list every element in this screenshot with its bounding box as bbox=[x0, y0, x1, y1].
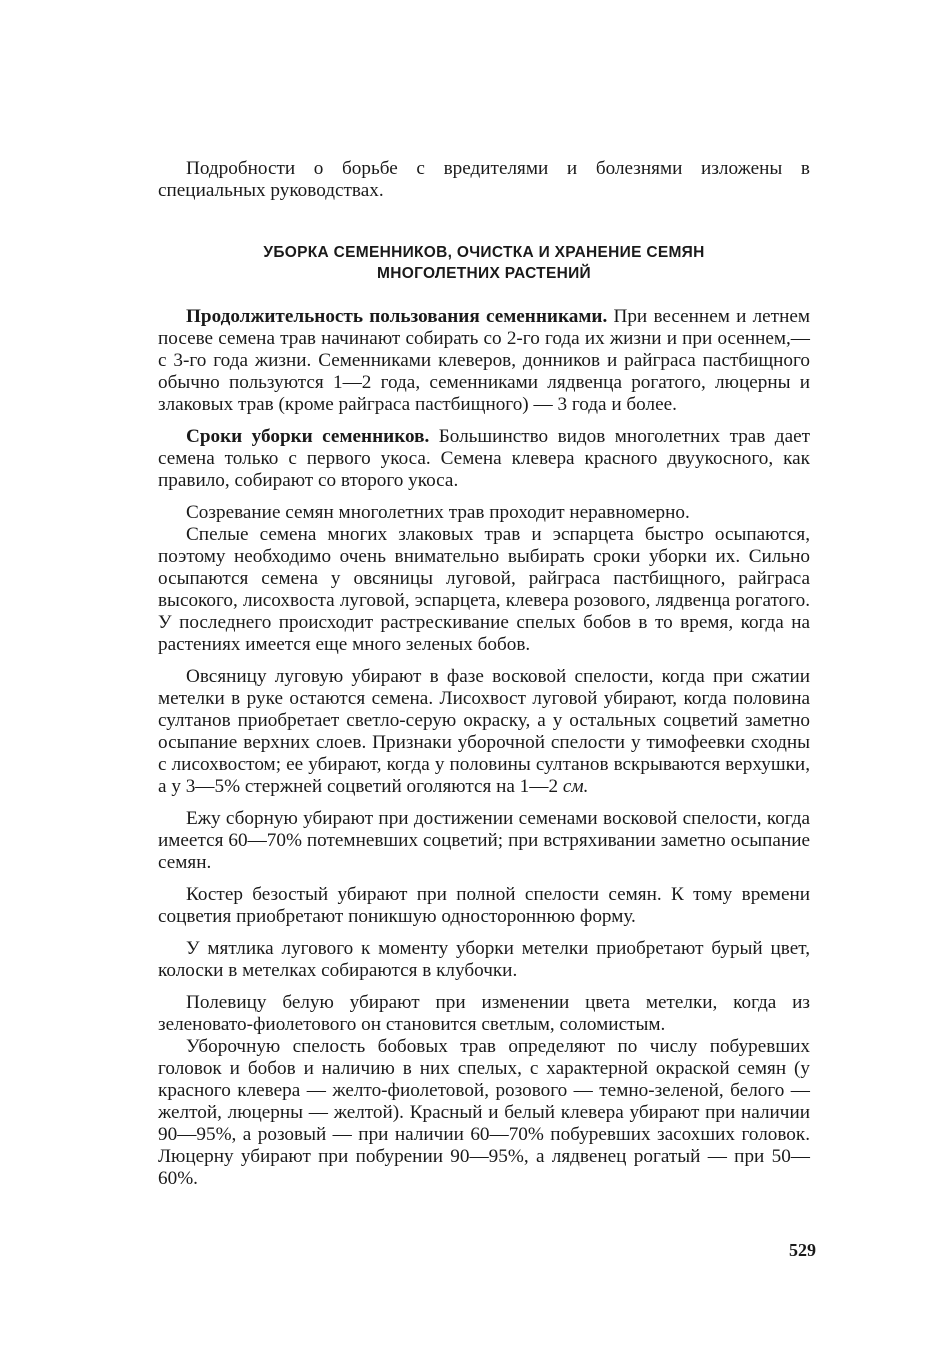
paragraph-text: Овсяницу луговую убирают в фазе восковой спелости, когда при сжатии метелки в руке остаются семена. Лисохвост луговой убирают, когда половина султанов приобретает светло-серую окраску, а у остальных соцветий заметно осыпание верхних слоев. Признаки уборочной спелости у тимофеевки сходны с лисохвостом; ее убирают, когда у половины султанов вскрываются верхушки, а у 3—5% стержней соцветий оголяются на 1—2 bbox=[158, 666, 810, 797]
paragraph-meadow-grass: У мятлика лугового к моменту уборки метелки приобретают бурый цвет, колоски в метелках собираются в клубочки. bbox=[158, 938, 810, 981]
paragraph-lead: Продолжительность пользования семенниками. bbox=[186, 306, 608, 327]
section-heading bbox=[158, 242, 810, 284]
paragraph-seed-plot-duration bbox=[158, 306, 810, 416]
paragraph-lead: Сроки уборки семенников. bbox=[186, 426, 430, 447]
intro-paragraph: Подробности о борьбе с вредителями и болезнями изложены в специальных руководствах. bbox=[158, 158, 810, 201]
paragraph-meadow-fescue bbox=[158, 666, 810, 798]
page-body bbox=[158, 158, 810, 1190]
paragraph-harvest-timing bbox=[158, 426, 810, 492]
paragraph-orchard-grass: Ежу сборную убирают при достижении семенами восковой спелости, когда имеется 60—70% потемневших соцветий; при встряхивании заметно осыпание семян. bbox=[158, 808, 810, 873]
paragraph-bentgrass: Полевицу белую убирают при изменении цвета метелки, когда из зеленовато-фиолетового он становится светлым, соломистым. bbox=[158, 992, 810, 1035]
paragraph-text: Большинство видов многолетних трав дает семена только с первого укоса. Семена клевера красного двуукосного, как правило, собирают со второго укоса. bbox=[158, 426, 810, 491]
page-number: 529 bbox=[789, 1240, 816, 1260]
paragraph-legumes: Уборочную спелость бобовых трав определяют по числу побуревших головок и бобов и наличию в них спелых, с характерной окраской семян (у красного клевера — желто-фиолетовой, розового — темно-зеленой, белого — желтой, люцерны — желтой). Красный и белый клевера убирают при наличии 90—95%, а розовый — при наличии 60—70% побуревших засохших головок. Люцерну убирают при побурении 90—95%, а лядвенец рогатый — при 50—60%. bbox=[158, 1036, 810, 1189]
heading-line-1: УБОРКА СЕМЕННИКОВ, ОЧИСТКА И ХРАНЕНИЕ СЕМЯН bbox=[263, 244, 705, 261]
paragraph-uneven-ripening: Созревание семян многолетних трав проходит неравномерно. bbox=[186, 502, 690, 523]
paragraph-seed-shedding: Спелые семена многих злаковых трав и эспарцета быстро осыпаются, поэтому необходимо очень внимательно выбирать сроки уборки их. Сильно осыпаются семена у овсяницы луговой, райграса пастбищного, райграса высокого, лисохвоста луговой, эспарцета, клевера розового, лядвенца рогатого. У последнего происходит растрескивание спелых бобов в то время, когда на растениях имеется еще много зеленых бобов. bbox=[158, 524, 810, 655]
unit-cm: см. bbox=[562, 776, 589, 797]
paragraph-smooth-brome: Костер безостый убирают при полной спелости семян. К тому времени соцветия приобретают поникшую одностороннюю форму. bbox=[158, 884, 810, 927]
heading-line-2: МНОГОЛЕТНИХ РАСТЕНИЙ bbox=[377, 265, 591, 282]
paragraph-text: При весеннем и летнем посеве семена трав начинают собирать со 2-го года их жизни и при осеннем,— с 3-го года жизни. Семенниками клеверов, донников и райграса пастбищного обычно пользуются 1—2 года, семенниками лядвенца рогатого, люцерны и злаковых трав (кроме райграса пастбищного) — 3 года и более. bbox=[158, 306, 810, 415]
